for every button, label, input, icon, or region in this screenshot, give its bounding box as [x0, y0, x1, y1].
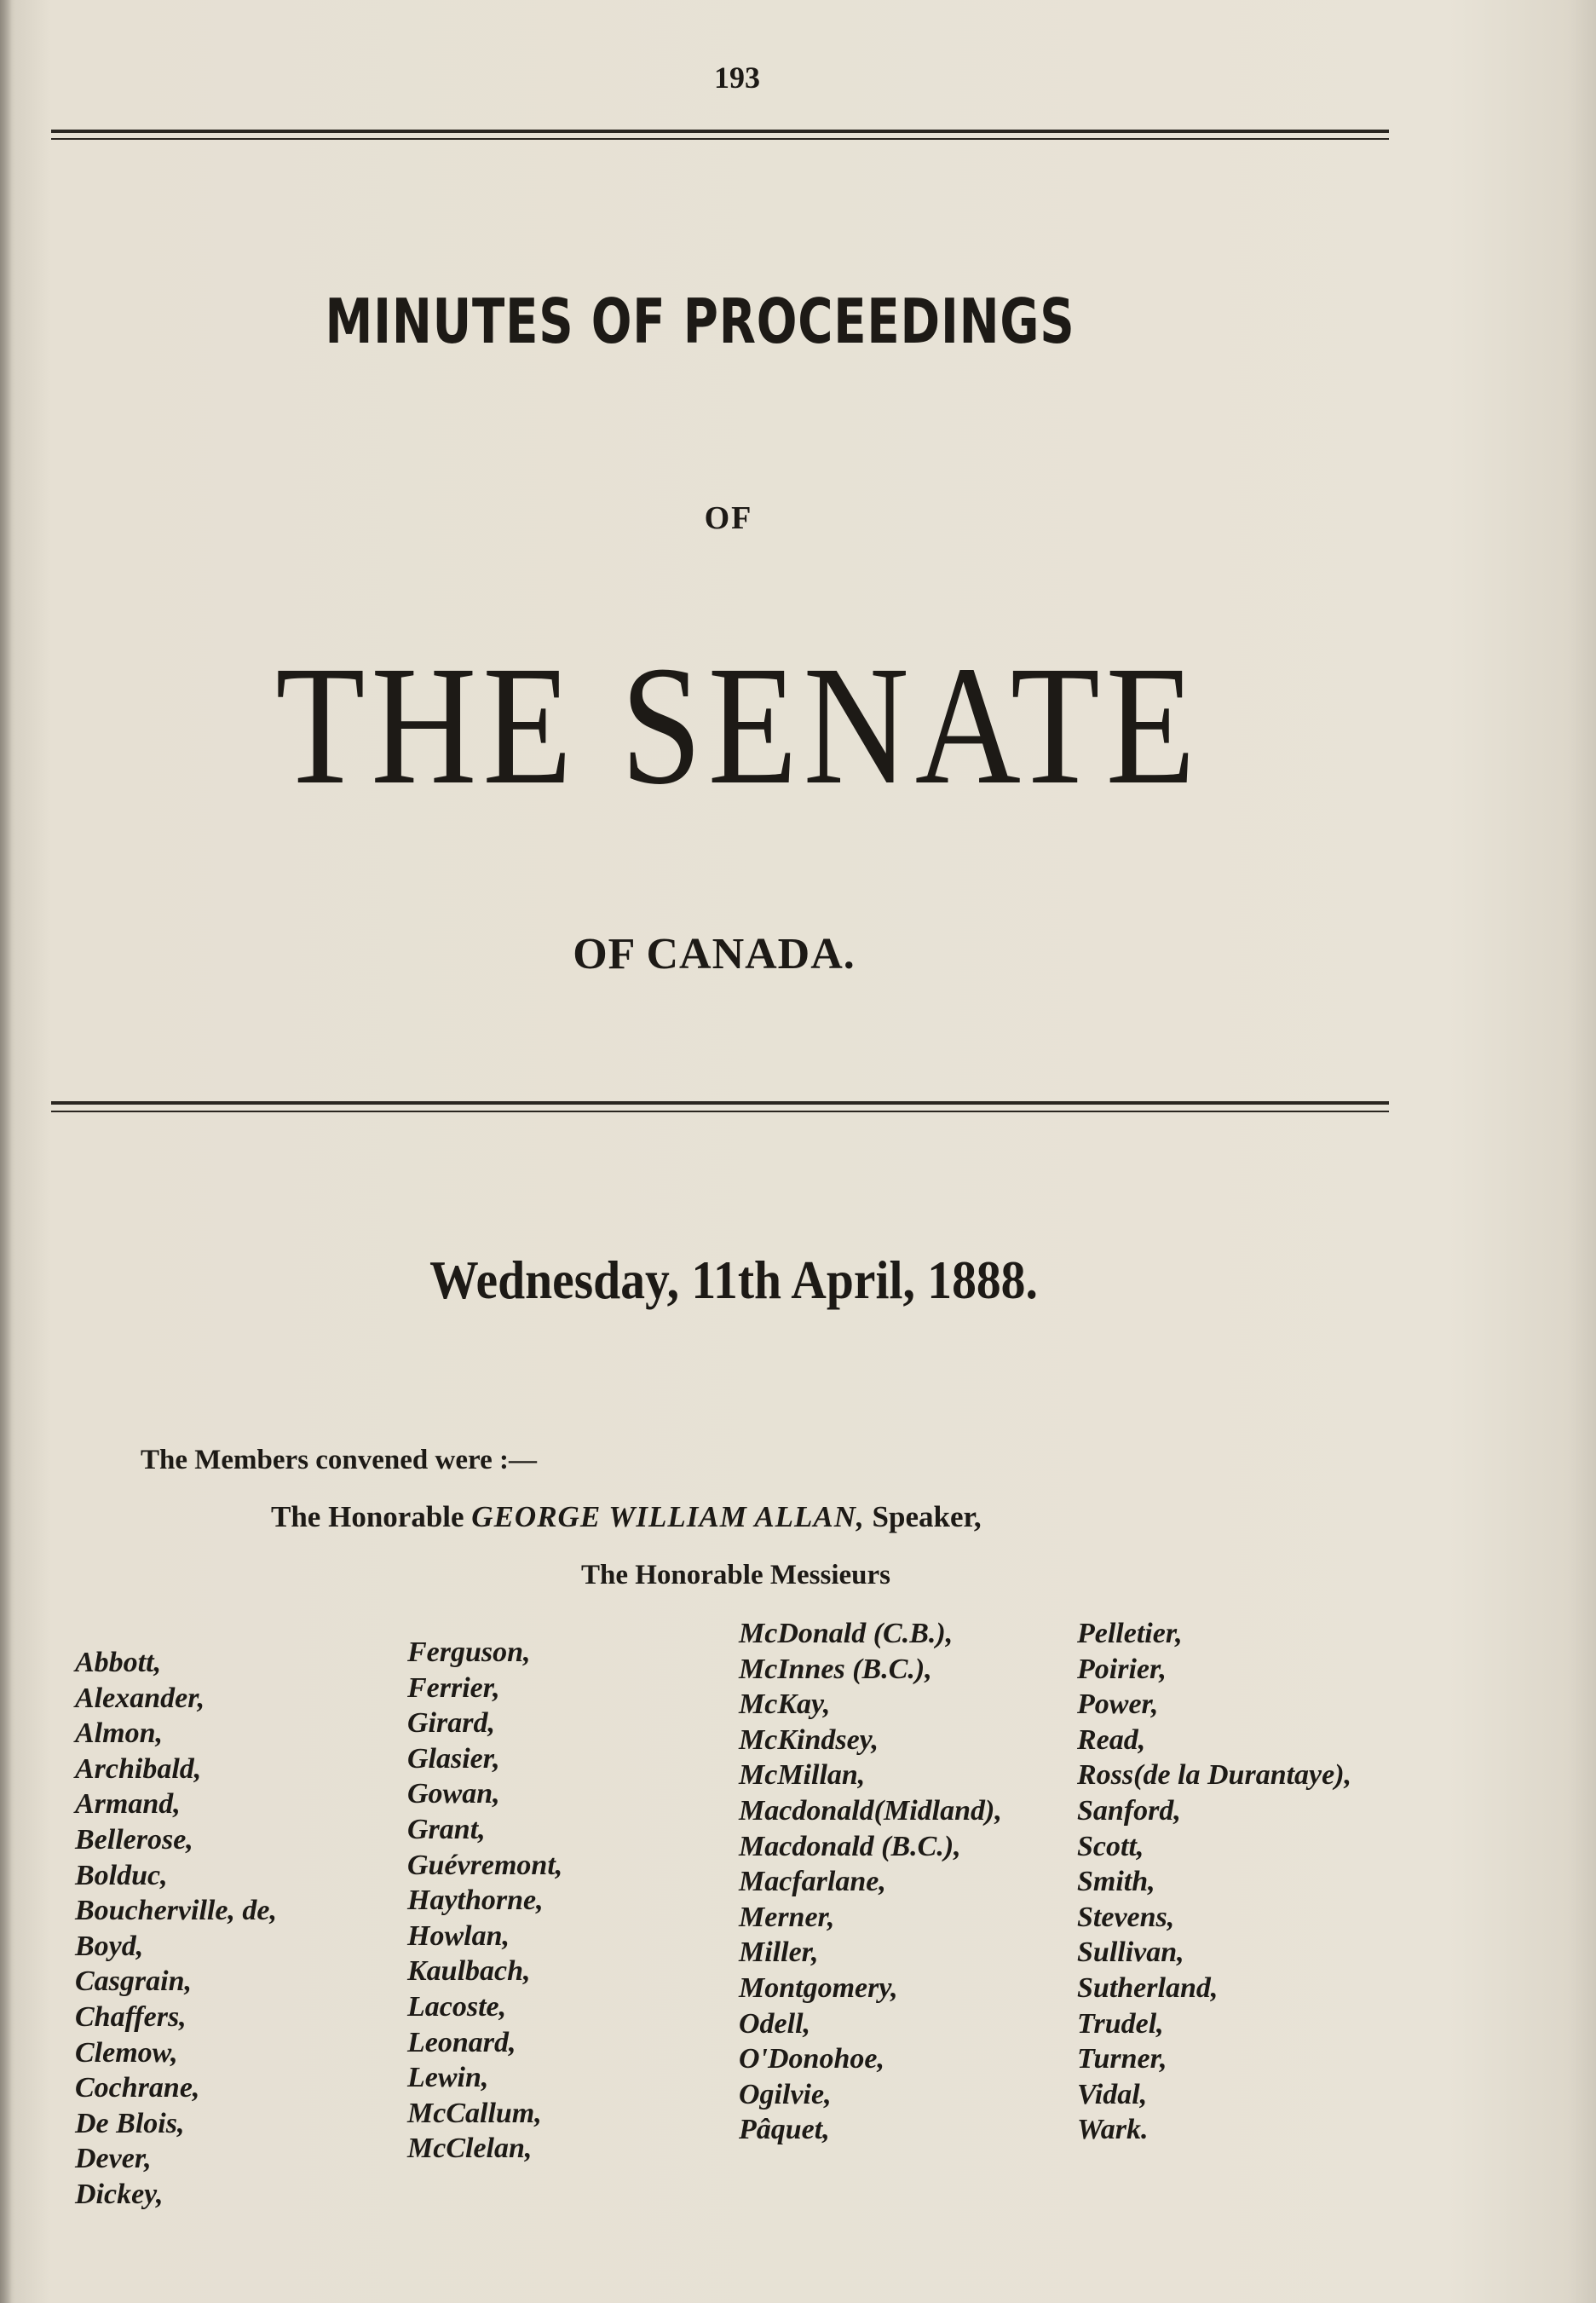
member-name: Turner, — [1077, 2043, 1167, 2075]
member-name: Stevens, — [1077, 1901, 1175, 1933]
member-name: Read, — [1077, 1723, 1146, 1756]
member-name: Sutherland, — [1077, 1971, 1219, 2004]
speaker-title: Speaker, — [872, 1500, 982, 1533]
member-name: Bellerose, — [75, 1823, 193, 1856]
member-name: Chaffers, — [75, 2000, 187, 2033]
member-name: Dever, — [75, 2143, 152, 2175]
member-name: McMillan, — [739, 1759, 866, 1792]
member-name: Ogilvie, — [739, 2078, 832, 2110]
member-name: O'Donohoe, — [739, 2043, 884, 2075]
member-name: McInnes (B.C.), — [739, 1653, 932, 1685]
member-name: Boucherville, de, — [75, 1895, 278, 1927]
member-name: Ferrier, — [407, 1671, 500, 1704]
binding-shadow — [0, 0, 12, 2303]
member-name: Macdonald(Midland), — [739, 1794, 1002, 1827]
member-name: Poirier, — [1077, 1653, 1167, 1685]
member-name: Alexander, — [75, 1682, 205, 1714]
member-name: Miller, — [739, 1936, 819, 1969]
messieurs-heading: The Honorable Messieurs — [581, 1560, 890, 1590]
members-column-2 — [407, 1635, 562, 2167]
members-convened-intro: The Members convened were :— — [141, 1445, 537, 1475]
members-column-3 — [739, 1616, 1002, 2148]
heading-of-canada: OF CANADA. — [573, 930, 856, 978]
member-name: Howlan, — [407, 1919, 510, 1952]
heading-the-senate: THE SENATE — [275, 632, 1201, 820]
member-name: Haythorne, — [407, 1885, 544, 1917]
member-name: Archibald, — [75, 1752, 202, 1785]
member-name: Sullivan, — [1077, 1936, 1184, 1969]
member-name: Macdonald (B.C.), — [739, 1830, 961, 1862]
member-name: Vidal, — [1077, 2078, 1148, 2110]
middle-rule — [51, 1101, 1389, 1105]
member-name: Lacoste, — [407, 1990, 507, 2023]
member-name: Merner, — [739, 1901, 835, 1933]
member-name: Gowan, — [407, 1778, 500, 1810]
heading-of: OF — [704, 500, 753, 536]
member-name: Grant, — [407, 1813, 486, 1845]
member-name: McClelan, — [407, 2133, 533, 2165]
member-name: Girard, — [407, 1707, 495, 1740]
member-name: Scott, — [1077, 1830, 1144, 1862]
members-column-4 — [1077, 1616, 1351, 2148]
member-name: Abbott, — [75, 1647, 162, 1678]
member-name: Montgomery, — [739, 1971, 898, 2004]
members-column-1 — [75, 1645, 277, 2213]
sitting-date: Wednesday, 11th April, 1888. — [429, 1250, 1038, 1310]
member-name: Smith, — [1077, 1866, 1155, 1898]
member-name: Ferguson, — [407, 1636, 531, 1668]
member-name: Leonard, — [407, 2026, 516, 2058]
member-name: Ross(de la Durantaye), — [1077, 1759, 1352, 1792]
member-name: McKindsey, — [739, 1723, 879, 1756]
member-name: Cochrane, — [75, 2072, 200, 2104]
member-name: Almon, — [75, 1717, 163, 1750]
speaker-line — [271, 1500, 982, 1534]
top-rule-thin — [51, 138, 1389, 140]
member-name: Armand, — [75, 1788, 181, 1821]
member-name: Wark. — [1077, 2114, 1149, 2146]
member-name: Sanford, — [1077, 1794, 1181, 1827]
member-name: Boyd, — [75, 1930, 144, 1962]
speaker-prefix: The Honorable — [271, 1500, 464, 1533]
member-name: Power, — [1077, 1688, 1159, 1721]
member-name: Clemow, — [75, 2036, 178, 2069]
page-number: 193 — [714, 61, 760, 95]
member-name: Casgrain, — [75, 1965, 192, 1998]
heading-minutes-of-proceedings: MINUTES OF PROCEEDINGS — [325, 286, 1075, 357]
top-rule — [51, 130, 1389, 133]
member-name: Pâquet, — [739, 2114, 830, 2146]
member-name: Odell, — [739, 2007, 811, 2040]
member-name: Bolduc, — [75, 1859, 168, 1891]
member-name: Dickey, — [75, 2178, 164, 2210]
member-name: Glasier, — [407, 1742, 500, 1775]
member-name: Kaulbach, — [407, 1955, 531, 1988]
member-name: Pelletier, — [1077, 1618, 1183, 1649]
member-name: De Blois, — [75, 2107, 185, 2139]
member-name: Lewin, — [407, 2062, 489, 2094]
middle-rule-thin — [51, 1111, 1389, 1112]
member-name: McDonald (C.B.), — [739, 1618, 954, 1649]
member-name: McCallum, — [407, 2097, 542, 2129]
member-name: McKay, — [739, 1688, 831, 1721]
member-name: Macfarlane, — [739, 1866, 886, 1898]
member-name: Trudel, — [1077, 2007, 1164, 2040]
speaker-name: GEORGE WILLIAM ALLAN, — [471, 1500, 865, 1533]
member-name: Guévremont, — [407, 1849, 563, 1881]
